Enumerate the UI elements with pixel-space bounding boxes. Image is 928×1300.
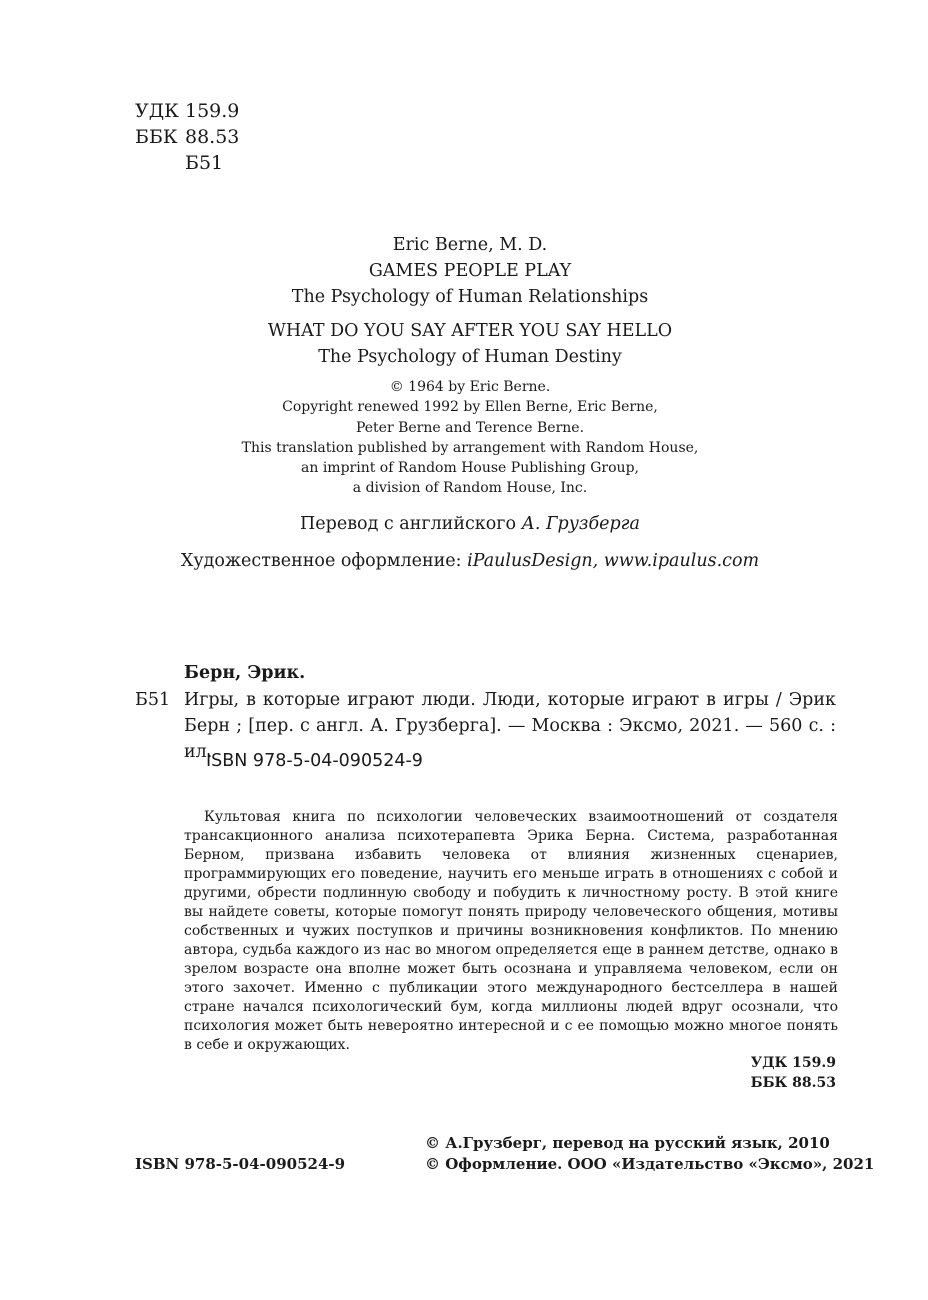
classification-codes — [135, 98, 239, 176]
original-title-1: GAMES PEOPLE PLAY — [368, 261, 572, 281]
catalog-author-heading: Берн, Эрик. — [184, 663, 306, 683]
bottom-udk: УДК 159.9 — [750, 1055, 836, 1071]
original-author: Eric Berne, M. D. — [392, 235, 548, 255]
translator-prefix: Перевод с английского — [300, 514, 516, 534]
copyright-line: Copyright renewed 1992 by Ellen Berne, Eric Berne, — [282, 399, 658, 416]
copyright-line: This translation published by arrangement with Random House, — [241, 439, 699, 456]
author-mark: Б51 — [185, 152, 224, 174]
original-subtitle-2: The Psychology of Human Destiny — [318, 347, 622, 367]
bbk-value: 88.53 — [185, 126, 240, 148]
original-title-2: WHAT DO YOU SAY AFTER YOU SAY HELLO — [267, 321, 673, 341]
copyright-line: Peter Berne and Terence Berne. — [355, 419, 585, 436]
footer-rights — [425, 1133, 874, 1175]
bbk-row — [135, 124, 239, 150]
copyright-line: a division of Random House, Inc. — [352, 480, 588, 497]
catalog-mark: Б51 — [135, 690, 171, 710]
design-prefix: Художественное оформление: — [180, 551, 462, 571]
original-subtitle-1: The Psychology of Human Relationships — [291, 287, 649, 307]
translator-name: А. Грузберга — [521, 514, 640, 534]
author-mark-row — [135, 150, 239, 176]
bottom-bbk: ББК 88.53 — [750, 1075, 836, 1091]
original-title-block-1 — [120, 232, 820, 310]
catalog-entry: Игры, в которые играют люди. Люди, которые играют в игры / Эрик Берн ; [пер. с англ. А. Грузберга]. — Москва : Эксмо, 2021. — 560 с. : ил. — [184, 690, 836, 762]
original-title-block-2 — [120, 318, 820, 370]
design-credit — [120, 548, 820, 574]
udk-value: 159.9 — [185, 100, 240, 122]
bottom-classification — [751, 1053, 836, 1093]
design-name: iPaulusDesign, www.ipaulus.com — [467, 551, 760, 571]
udk-row — [135, 98, 239, 124]
bbk-label: ББК — [135, 126, 178, 148]
catalog-isbn: ISBN 978-5-04-090524-9 — [206, 751, 423, 771]
rights-translation: © А.Грузберг, перевод на русский язык, 2010 — [425, 1134, 830, 1152]
book-annotation: Культовая книга по психологии человеческих взаимоотношений от создателя трансакционного анализа психотерапевта Эрика Берна. Система, разработанная Берном, призвана избавить человека от влияния жизненных сценариев, программирующих его поведение, научить его меньше играть в отношениях с собой и другими, обрести подлинную свободу и побудить к личностному росту. В этой книге вы найдете советы, которые помогут понять природу человеческого общения, мотивы собственных и чужих поступков и причины возникновения конфликтов. По мнению автора, судьба каждого из нас во многом определяется еще в раннем детстве, однако в зрелом возрасте она вполне может быть осознана и управляема человеком, если он этого захочет. Именно с публикации этого международного бестселлера в нашей стране начался психологический бум, когда миллионы людей вдруг осознали, что психология может быть невероятно интересной и с ее помощью можно многое понять в себе и окружающих. — [184, 809, 838, 1053]
copyright-line: © 1964 by Eric Berne. — [389, 379, 551, 395]
copyright-line: an imprint of Random House Publishing Group, — [301, 460, 639, 477]
translator-credit — [120, 511, 820, 537]
copyright-notice — [120, 377, 820, 499]
footer-isbn: ISBN 978-5-04-090524-9 — [135, 1155, 346, 1173]
udk-label: УДК — [135, 100, 179, 122]
rights-design: © Оформление. ООО «Издательство «Эксмо», 2021 — [425, 1155, 875, 1173]
